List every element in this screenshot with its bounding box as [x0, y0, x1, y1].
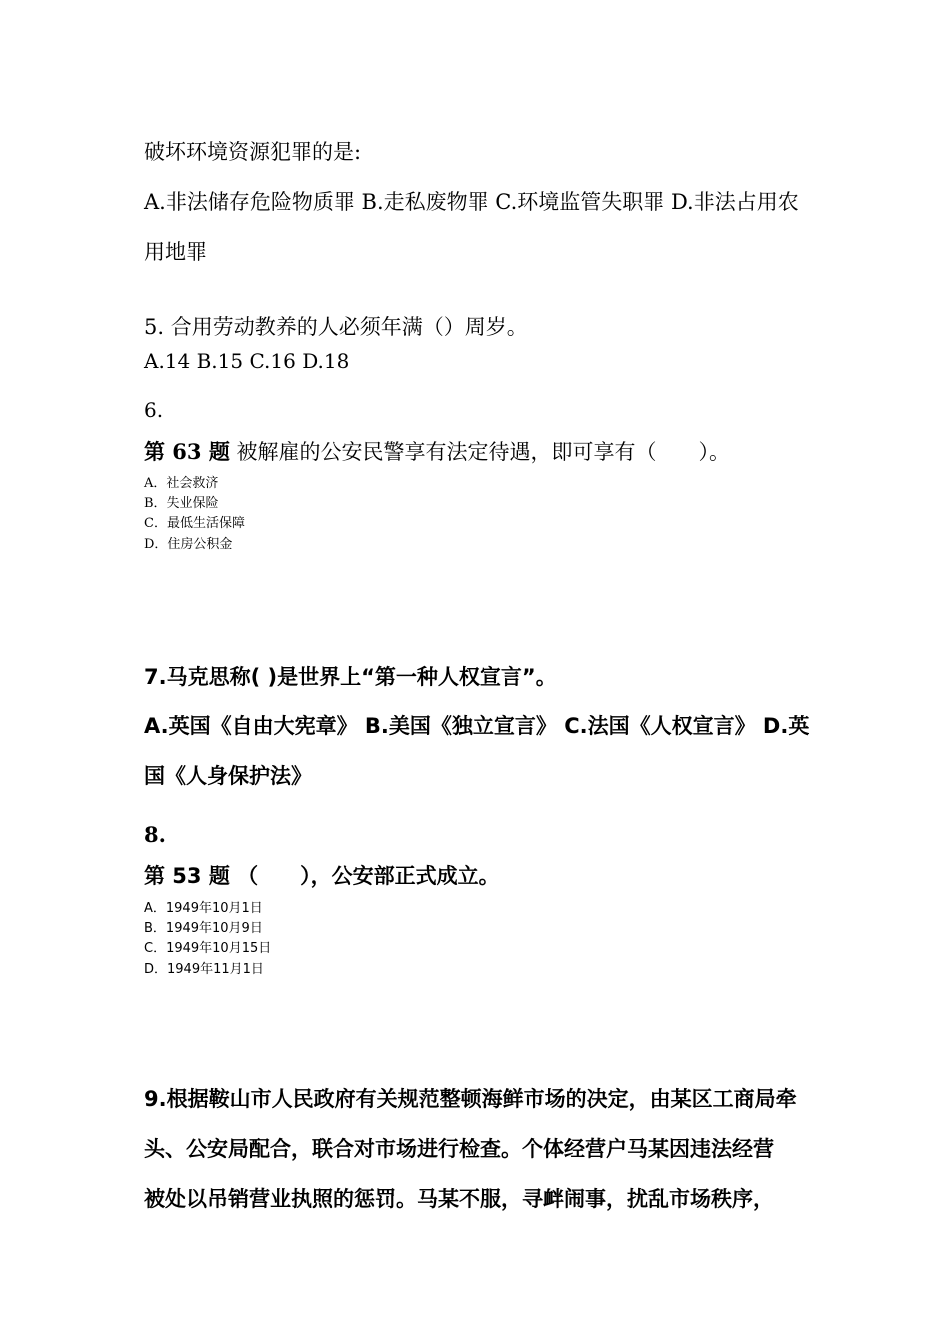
q6-option-b: B．失业保险	[144, 496, 219, 511]
q6-stem: 被解雇的公安民警享有法定待遇，即可享有（ ）。	[229, 440, 731, 464]
q5-options: A.14 B.15 C.16 D.18	[144, 349, 350, 373]
q9-line2: 头、公安局配合，联合对市场进行检查。个体经营户马某因违法经营	[144, 1137, 774, 1161]
q8-stem: 第 53 题 （ ），公安部正式成立。	[144, 864, 500, 888]
q6-lead: 第 63 题	[144, 439, 230, 464]
q6-number: 6.	[144, 398, 164, 422]
q4-options-line2: 用地罪	[144, 240, 207, 264]
q7-options-line2: 国《人身保护法》	[144, 764, 312, 788]
q7-options-line1: A.英国《自由大宪章》 B.美国《独立宣言》 C.法国《人权宣言》 D.英	[144, 714, 810, 738]
q7-stem: 7.马克思称( )是世界上“第一种人权宣言”。	[144, 665, 557, 689]
q6-option-d: D．住房公积金	[144, 537, 233, 552]
q8-option-d: D．1949年11月1日	[144, 962, 264, 977]
q6-option-a: A．社会救济	[144, 476, 219, 491]
q5-stem: 5. 合用劳动教养的人必须年满（）周岁。	[144, 315, 528, 339]
q4-options-line1: A.非法储存危险物质罪 B.走私废物罪 C.环境监管失职罪 D.非法占用农	[144, 190, 799, 214]
q4-stem: 破坏环境资源犯罪的是:	[144, 140, 362, 164]
q8-number: 8.	[144, 822, 166, 847]
q8-option-a: A．1949年10月1日	[144, 901, 263, 916]
q9-line1: 9.根据鞍山市人民政府有关规范整顿海鲜市场的决定，由某区工商局牵	[144, 1087, 797, 1111]
q8-option-b: B．1949年10月9日	[144, 921, 263, 936]
q6-heading	[144, 436, 730, 466]
q8-option-c: C．1949年10月15日	[144, 941, 272, 956]
q9-line3: 被处以吊销营业执照的惩罚。马某不服，寻衅闹事，扰乱市场秩序，	[144, 1187, 774, 1211]
q6-option-c: C．最低生活保障	[144, 516, 245, 531]
